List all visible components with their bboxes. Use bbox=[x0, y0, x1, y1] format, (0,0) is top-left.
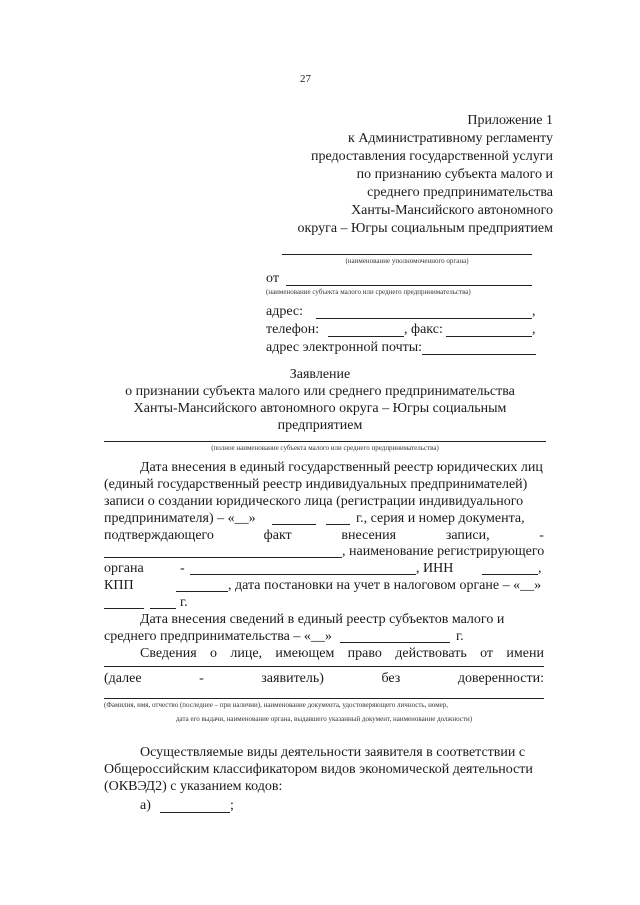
sme-registry-date-label: среднего предпринимательства – «__» bbox=[104, 629, 332, 644]
organ-dash: - bbox=[180, 561, 185, 576]
representative-name-field[interactable] bbox=[104, 666, 544, 667]
representative-details-field[interactable] bbox=[104, 698, 544, 699]
organ-label: органа bbox=[104, 561, 144, 576]
address-field[interactable] bbox=[316, 318, 532, 319]
registry-line-justified bbox=[104, 528, 544, 544]
word: имеющем bbox=[275, 646, 335, 661]
representative-caption: (Фамилия, имя, отчество (последнее – при наличии), наименование документа, удостоверяющего личность, номер, bbox=[104, 701, 448, 709]
tax-month-field[interactable] bbox=[104, 608, 144, 609]
appendix-line: предоставления государственной услуги bbox=[311, 149, 553, 164]
word: лице, bbox=[230, 646, 263, 661]
activity-item-end: ; bbox=[230, 798, 234, 813]
sme-registry-line: Дата внесения сведений в единый реестр субъектов малого и bbox=[140, 612, 505, 627]
kpp-field[interactable] bbox=[176, 591, 228, 592]
appendix-line: среднего предпринимательства bbox=[367, 185, 553, 200]
tax-year-field[interactable] bbox=[150, 608, 176, 609]
sme-registry-date-field[interactable] bbox=[340, 642, 450, 643]
organ-field[interactable] bbox=[190, 574, 416, 575]
address-label: адрес: bbox=[266, 304, 304, 319]
appendix-line: к Административному регламенту bbox=[348, 131, 553, 146]
representative-caption: дата его выдачи, наименование органа, выдавшего указанный документ, наименование должности) bbox=[175, 715, 473, 723]
from-field[interactable] bbox=[286, 285, 532, 286]
word: записи, bbox=[445, 528, 490, 543]
full-name-caption: (полное наименование субъекта малого или среднего предпринимательства) bbox=[211, 444, 439, 452]
word: - bbox=[539, 528, 544, 543]
activity-item-label: а) bbox=[140, 798, 151, 813]
activities-line: (ОКВЭД2) с указанием кодов: bbox=[104, 779, 283, 794]
authority-caption: (наименование уполномоченного органа) bbox=[345, 257, 469, 265]
tax-date-label: , дата постановки на учет в налоговом органе – «__» bbox=[228, 578, 542, 593]
appendix-header bbox=[260, 113, 553, 239]
word: подтверждающего bbox=[104, 528, 214, 543]
word: доверенности: bbox=[457, 671, 544, 686]
title-line: Ханты-Мансийского автономного округа – Югры социальным bbox=[133, 401, 507, 416]
activities-line: Общероссийским классификатором видов экономической деятельности bbox=[104, 762, 533, 777]
word: без bbox=[381, 671, 401, 686]
registry-series-label: г., серия и номер документа, bbox=[356, 511, 525, 526]
word: имени bbox=[506, 646, 544, 661]
word: внесения bbox=[341, 528, 397, 543]
representative-line bbox=[104, 671, 544, 687]
phone-label: телефон: bbox=[266, 322, 320, 337]
sme-registry-suffix: г. bbox=[456, 629, 464, 644]
activities-line: Осуществляемые виды деятельности заявителя в соответствии с bbox=[140, 745, 526, 760]
registry-year-field[interactable] bbox=[326, 524, 350, 525]
word: действовать bbox=[395, 646, 467, 661]
email-field[interactable] bbox=[422, 354, 536, 355]
title-line: о признании субъекта малого или среднего предпринимательства bbox=[125, 384, 515, 399]
registry-document-field[interactable] bbox=[104, 557, 342, 558]
appendix-line: Ханты-Мансийского автономного bbox=[351, 203, 553, 218]
fax-label: , факс: bbox=[404, 322, 443, 337]
registry-line: (единый государственный реестр индивидуальных предпринимателей) bbox=[104, 477, 528, 492]
inn-comma: , bbox=[538, 561, 542, 576]
word: от bbox=[480, 646, 494, 661]
title-line: предприятием bbox=[277, 418, 363, 433]
word: факт bbox=[263, 528, 292, 543]
word: (далее bbox=[104, 671, 142, 686]
from-label: от bbox=[266, 271, 279, 286]
word: о bbox=[210, 646, 218, 661]
fax-comma: , bbox=[532, 322, 536, 337]
appendix-line: Приложение 1 bbox=[467, 113, 553, 128]
registry-month-field[interactable] bbox=[272, 524, 316, 525]
appendix-line: округа – Югры социальным предприятием bbox=[297, 221, 553, 236]
representative-line bbox=[140, 646, 544, 662]
inn-field[interactable] bbox=[482, 574, 538, 575]
from-caption: (наименование субъекта малого или среднего предпринимательства) bbox=[266, 288, 471, 296]
authority-name-field[interactable] bbox=[282, 254, 532, 255]
registry-authority-label: , наименование регистрирующего bbox=[342, 544, 545, 559]
kpp-label: КПП bbox=[104, 578, 134, 593]
registry-date-label: предпринимателя) – «__» bbox=[104, 511, 256, 526]
document-title: Заявление bbox=[289, 367, 351, 382]
activity-item-field[interactable] bbox=[160, 812, 230, 813]
word: право bbox=[347, 646, 382, 661]
registry-line: записи о создании юридического лица (регистрации индивидуального bbox=[104, 494, 524, 509]
tax-year-suffix: г. bbox=[180, 595, 188, 610]
appendix-line: по признанию субъекта малого и bbox=[356, 167, 553, 182]
word: заявитель) bbox=[261, 671, 324, 686]
fax-field[interactable] bbox=[446, 336, 532, 337]
word: Сведения bbox=[140, 646, 197, 661]
word: - bbox=[199, 671, 204, 686]
phone-field[interactable] bbox=[328, 336, 404, 337]
email-label: адрес электронной почты: bbox=[266, 340, 423, 355]
page-number: 27 bbox=[300, 73, 311, 85]
inn-label: , ИНН bbox=[416, 561, 454, 576]
registry-line: Дата внесения в единый государственный реестр юридических лиц bbox=[140, 460, 543, 475]
full-name-field[interactable] bbox=[104, 441, 546, 442]
address-comma: , bbox=[532, 304, 536, 319]
